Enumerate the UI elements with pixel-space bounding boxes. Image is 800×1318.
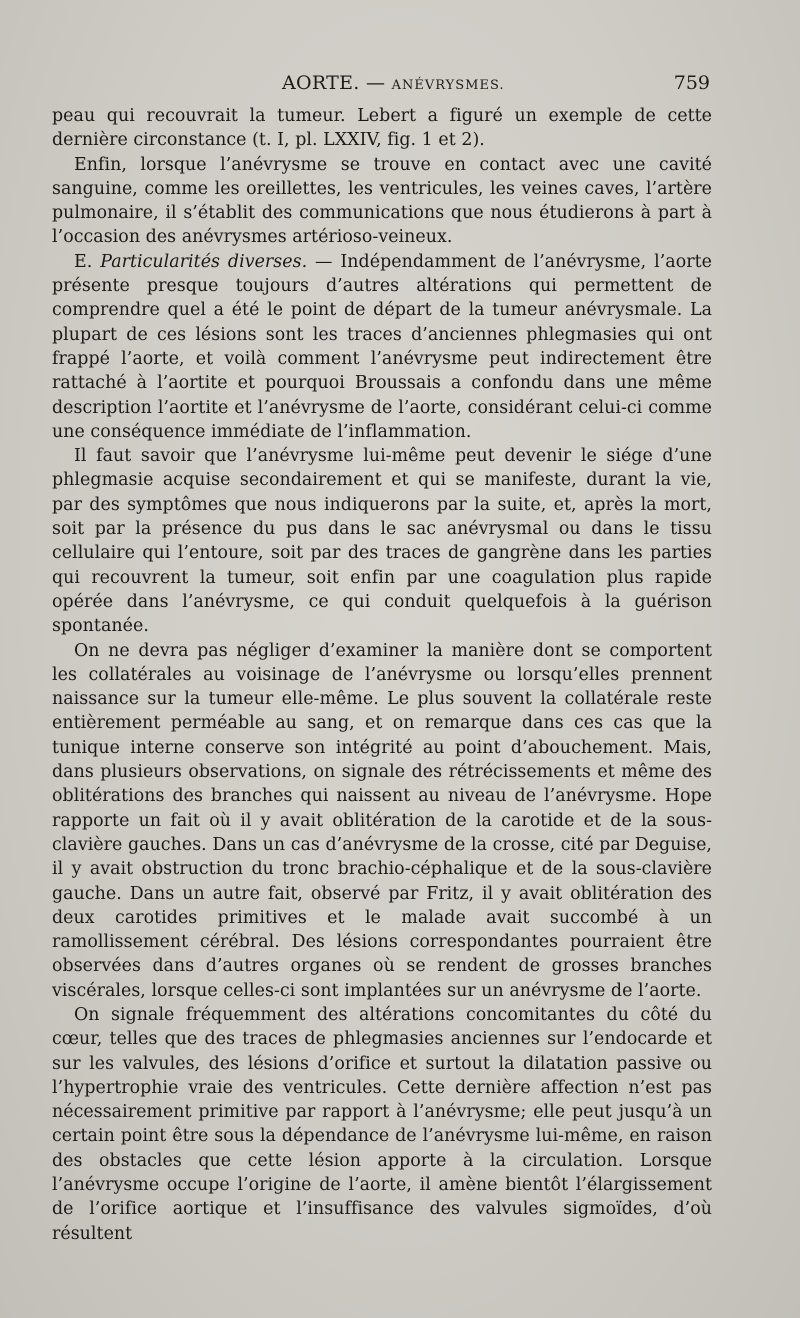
- page-number: 759: [673, 72, 710, 94]
- running-title: [282, 72, 505, 94]
- paragraph: On ne devra pas négliger d’examiner la manière dont se comportent les collatérales au voisinage de l’anévrysme ou lorsqu’elles prennent naissance sur la tumeur elle-même. Le plus souvent la collatérale reste entièrement perméable au sang, et on remarque dans ces cas que la tunique interne conserve son intégrité au point d’abouchement. Mais, dans plusieurs observations, on signale des rétrécissements et même des oblitérations des branches qui naissent au niveau de l’anévrysme. Hope rapporte un fait où il y avait oblitération de la carotide et de la sous-clavière gauches. Dans un cas d’anévrysme de la crosse, cité par Deguise, il y avait obstruction du tronc brachio-céphalique et de la sous-clavière gauche. Dans un autre fait, observé par Fritz, il y avait oblitération des deux carotides primitives et le malade avait succombé à un ramollissement cérébral. Des lésions correspondantes pourraient être observées dans d’autres organes où se rendent de grosses branches viscérales, lorsque celles-ci sont implantées sur un anévrysme de l’aorte.: [52, 640, 712, 1001]
- section-heading: Particularités diverses.: [100, 251, 308, 272]
- body-text: [52, 104, 712, 1246]
- paragraph-continuation: peau qui recouvrait la tumeur. Lebert a figuré un exemple de cette dernière circonstance (t. I, pl. LXXIV, fig. 1 et 2).: [52, 106, 712, 151]
- paragraph-section-e: [52, 250, 712, 444]
- section-letter: E.: [74, 251, 101, 272]
- section-text: — Indépendamment de l’anévrysme, l’aorte présente presque toujours d’autres altérations qui permettent de comprendre quel a été le point de départ de la tumeur anévrysmale. La plupart de ces lésions sont les traces d’anciennes phlegmasies qui ont frappé l’aorte, et voilà comment l’anévrysme peut indirectement être rattaché à l’aortite et pourquoi Broussais a confondu dans une même description l’aortite et l’anévrysme de l’aorte, considérant celui-ci comme une conséquence immédiate de l’inflammation.: [52, 251, 712, 442]
- paragraph: Il faut savoir que l’anévrysme lui-même peut devenir le siége d’une phlegmasie acquise secondairement et qui se manifeste, durant la vie, par des symptômes que nous indiquerons par la suite, et, après la mort, soit par la présence du pus dans le sac anévrysmal ou dans le tissu cellulaire qui l’entoure, soit par des traces de gangrène dans les parties qui recouvrent la tumeur, soit enfin par une coagulation plus rapide opérée dans l’anévrysme, ce qui conduit quelquefois à la guérison spontanée.: [52, 446, 712, 637]
- running-title-main: AORTE. —: [282, 72, 392, 94]
- running-header: [52, 72, 712, 102]
- paragraph: Enfin, lorsque l’anévrysme se trouve en contact avec une cavité sanguine, comme les oreillettes, les ventricules, les veines caves, l’artère pulmonaire, il s’établit des communications que nous étudierons à part à l’occasion des anévrysmes artérioso-veineux.: [52, 154, 712, 248]
- paragraph: On signale fréquemment des altérations concomitantes du côté du cœur, telles que des traces de phlegmasies anciennes sur l’endocarde et sur les valvules, des lésions d’orifice et surtout la dilatation passive ou l’hypertrophie vraie des ventricules. Cette dernière affection n’est pas nécessairement primitive par rapport à l’anévrysme; elle peut jusqu’à un certain point être sous la dépendance de l’anévrysme lui-même, en raison des obstacles que cette lésion apporte à la circulation. Lorsque l’anévrysme occupe l’origine de l’aorte, il amène bientôt l’élargissement de l’orifice aortique et l’insuffisance des valvules sigmoïdes, d’où résultent: [52, 1004, 712, 1244]
- running-title-subject: ANÉVRYSMES.: [391, 78, 505, 93]
